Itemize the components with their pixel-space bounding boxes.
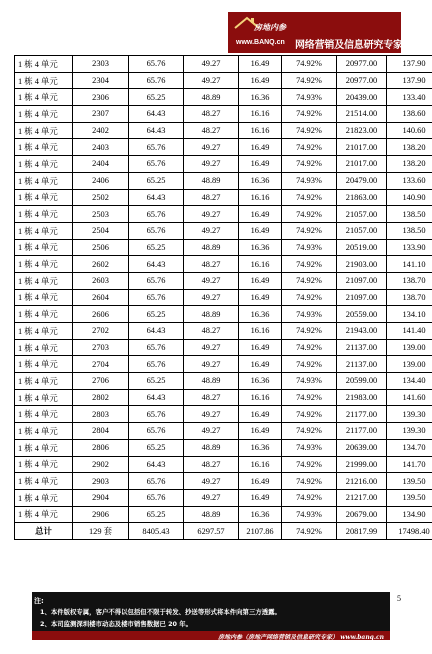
table-row <box>15 456 432 473</box>
table-cell: 48.27 <box>184 189 239 206</box>
table-cell: 16.49 <box>239 56 282 73</box>
table-row <box>15 89 432 106</box>
table-cell: 64.43 <box>129 122 184 139</box>
table-cell: 64.43 <box>129 106 184 123</box>
table-cell: 141.60 <box>387 389 432 406</box>
table-cell: 74.92% <box>282 456 337 473</box>
table-cell: 74.92% <box>282 189 337 206</box>
brand-name: 房地内参 <box>254 22 286 32</box>
table-row <box>15 172 432 189</box>
table-cell: 2504 <box>73 222 129 239</box>
table-cell: 21017.00 <box>337 156 387 173</box>
table-cell: 48.89 <box>184 89 239 106</box>
table-cell: 65.25 <box>129 373 184 390</box>
table-cell: 1 栋 4 单元 <box>15 506 73 523</box>
table-cell: 74.92% <box>282 323 337 340</box>
table-cell: 134.70 <box>387 439 432 456</box>
table-cell: 49.27 <box>184 56 239 73</box>
table-cell: 2406 <box>73 172 129 189</box>
page-number: 5 <box>397 594 401 603</box>
table-cell: 21999.00 <box>337 456 387 473</box>
table-cell: 16.49 <box>239 339 282 356</box>
table-cell: 2904 <box>73 489 129 506</box>
table-cell: 65.25 <box>129 439 184 456</box>
table-cell: 20439.00 <box>337 89 387 106</box>
table-cell: 21177.00 <box>337 406 387 423</box>
table-cell: 2503 <box>73 206 129 223</box>
table-cell: 48.27 <box>184 122 239 139</box>
table-cell: 1 栋 4 单元 <box>15 339 73 356</box>
table-cell: 1 栋 4 单元 <box>15 239 73 256</box>
table-cell: 1 栋 4 单元 <box>15 439 73 456</box>
table-cell: 21137.00 <box>337 339 387 356</box>
table-cell: 74.92% <box>282 56 337 73</box>
table-row <box>15 256 432 273</box>
table-cell: 21097.00 <box>337 289 387 306</box>
table-cell: 21216.00 <box>337 473 387 490</box>
table-cell: 2604 <box>73 289 129 306</box>
table-cell: 16.36 <box>239 306 282 323</box>
table-cell: 1 栋 4 单元 <box>15 89 73 106</box>
table-cell: 65.76 <box>129 272 184 289</box>
table-cell: 2307 <box>73 106 129 123</box>
table-cell: 74.92% <box>282 122 337 139</box>
table-cell: 49.27 <box>184 222 239 239</box>
table-cell: 21514.00 <box>337 106 387 123</box>
table-row <box>15 139 432 156</box>
table-cell: 21863.00 <box>337 189 387 206</box>
table-cell: 21983.00 <box>337 389 387 406</box>
table-cell: 1 栋 4 单元 <box>15 106 73 123</box>
table-cell: 1 栋 4 单元 <box>15 172 73 189</box>
table-cell: 48.27 <box>184 106 239 123</box>
table-cell: 64.43 <box>129 256 184 273</box>
table-cell: 140.90 <box>387 189 432 206</box>
table-cell: 21057.00 <box>337 206 387 223</box>
table-cell: 2402 <box>73 122 129 139</box>
table-cell: 16.49 <box>239 156 282 173</box>
table-cell: 2602 <box>73 256 129 273</box>
table-cell: 48.89 <box>184 306 239 323</box>
table-cell: 74.93% <box>282 89 337 106</box>
table-cell: 21137.00 <box>337 356 387 373</box>
table-cell: 138.60 <box>387 106 432 123</box>
table-cell: 2303 <box>73 56 129 73</box>
table-cell: 21217.00 <box>337 489 387 506</box>
table-cell: 20817.99 <box>337 523 387 540</box>
table-cell: 141.70 <box>387 456 432 473</box>
table-cell: 2704 <box>73 356 129 373</box>
table-cell: 20679.00 <box>337 506 387 523</box>
table-cell: 20599.00 <box>337 373 387 390</box>
table-cell: 133.40 <box>387 89 432 106</box>
table-cell: 74.92% <box>282 206 337 223</box>
table-cell: 1 栋 4 单元 <box>15 122 73 139</box>
table-cell: 65.76 <box>129 489 184 506</box>
table-cell: 1 栋 4 单元 <box>15 473 73 490</box>
table-cell: 21057.00 <box>337 222 387 239</box>
table-cell: 21943.00 <box>337 323 387 340</box>
table-cell: 16.49 <box>239 72 282 89</box>
table-cell: 74.93% <box>282 506 337 523</box>
table-cell: 16.49 <box>239 406 282 423</box>
table-cell: 2703 <box>73 339 129 356</box>
footer-strip <box>32 631 390 640</box>
table-cell: 16.49 <box>239 272 282 289</box>
table-cell: 2404 <box>73 156 129 173</box>
table-cell: 16.16 <box>239 122 282 139</box>
brand-url: www.BANQ.cn <box>236 39 285 46</box>
table-row <box>15 473 432 490</box>
table-cell: 48.27 <box>184 456 239 473</box>
table-cell: 16.36 <box>239 373 282 390</box>
table-cell: 16.16 <box>239 256 282 273</box>
table-cell: 74.92% <box>282 423 337 440</box>
table-cell: 21017.00 <box>337 139 387 156</box>
table-body <box>15 56 432 540</box>
table-cell: 8405.43 <box>129 523 184 540</box>
table-cell: 74.93% <box>282 239 337 256</box>
table-cell: 137.90 <box>387 72 432 89</box>
table-cell: 49.27 <box>184 473 239 490</box>
table-cell: 65.25 <box>129 306 184 323</box>
table-cell: 1 栋 4 单元 <box>15 256 73 273</box>
table-cell: 1 栋 4 单元 <box>15 222 73 239</box>
table-row <box>15 373 432 390</box>
table-cell: 2606 <box>73 306 129 323</box>
table-cell: 21097.00 <box>337 272 387 289</box>
table-cell: 64.43 <box>129 389 184 406</box>
table-cell: 138.20 <box>387 139 432 156</box>
table-cell: 2706 <box>73 373 129 390</box>
table-cell: 1 栋 4 单元 <box>15 72 73 89</box>
table-cell: 16.16 <box>239 389 282 406</box>
table-cell: 20479.00 <box>337 172 387 189</box>
table-cell: 1 栋 4 单元 <box>15 139 73 156</box>
table-cell: 49.27 <box>184 156 239 173</box>
table-cell: 16.49 <box>239 473 282 490</box>
table-cell: 2603 <box>73 272 129 289</box>
table-cell: 2403 <box>73 139 129 156</box>
table-cell: 138.20 <box>387 156 432 173</box>
table-cell: 65.76 <box>129 356 184 373</box>
table-cell: 141.10 <box>387 256 432 273</box>
table-cell: 1 栋 4 单元 <box>15 289 73 306</box>
header-title: 网络营销及信息研究专家 <box>295 40 403 51</box>
table-row <box>15 72 432 89</box>
table-row <box>15 406 432 423</box>
table-row <box>15 489 432 506</box>
table-cell: 16.16 <box>239 106 282 123</box>
table-cell: 16.16 <box>239 456 282 473</box>
table-cell: 65.25 <box>129 172 184 189</box>
note-label: 注: <box>34 597 44 605</box>
table-cell: 139.00 <box>387 356 432 373</box>
total-row <box>15 523 432 540</box>
table-cell: 20977.00 <box>337 56 387 73</box>
table-cell: 74.92% <box>282 406 337 423</box>
table-row <box>15 206 432 223</box>
table-cell: 1 栋 4 单元 <box>15 306 73 323</box>
table-cell: 2702 <box>73 323 129 340</box>
table-cell: 1 栋 4 单元 <box>15 156 73 173</box>
table-cell: 2107.86 <box>239 523 282 540</box>
table-row <box>15 222 432 239</box>
table-cell: 21903.00 <box>337 256 387 273</box>
table-cell: 65.76 <box>129 222 184 239</box>
table-row <box>15 156 432 173</box>
table-cell: 49.27 <box>184 72 239 89</box>
table-cell: 1 栋 4 单元 <box>15 206 73 223</box>
table-cell: 1 栋 4 单元 <box>15 423 73 440</box>
table-cell: 74.92% <box>282 139 337 156</box>
table-cell: 16.16 <box>239 323 282 340</box>
table-cell: 1 栋 4 单元 <box>15 406 73 423</box>
table-cell: 2903 <box>73 473 129 490</box>
footer-note-1: 1、本件版权专属，客户不得以包括但不限于转发、抄送等形式将本件向第三方透露。 <box>40 608 281 616</box>
table-row <box>15 272 432 289</box>
table-cell: 20977.00 <box>337 72 387 89</box>
table-cell: 16.36 <box>239 506 282 523</box>
table-cell: 65.25 <box>129 506 184 523</box>
table-cell: 65.76 <box>129 139 184 156</box>
table-row <box>15 439 432 456</box>
table-cell: 48.89 <box>184 439 239 456</box>
table-cell: 16.49 <box>239 289 282 306</box>
table-cell: 138.70 <box>387 272 432 289</box>
table-cell: 2803 <box>73 406 129 423</box>
table-cell: 65.76 <box>129 156 184 173</box>
table-cell: 20519.00 <box>337 239 387 256</box>
sales-table <box>14 55 432 540</box>
table-cell: 139.00 <box>387 339 432 356</box>
table-cell: 74.92% <box>282 389 337 406</box>
table-cell: 137.90 <box>387 56 432 73</box>
header-banner <box>228 12 401 53</box>
table-cell: 48.27 <box>184 256 239 273</box>
table-cell: 65.76 <box>129 289 184 306</box>
table-cell: 74.92% <box>282 156 337 173</box>
table-cell: 64.43 <box>129 323 184 340</box>
table-cell: 139.50 <box>387 489 432 506</box>
table-cell: 2304 <box>73 72 129 89</box>
table-cell: 65.76 <box>129 56 184 73</box>
footer-note-2: 2、本司监测深圳楼市动态及楼市销售数据已 20 年。 <box>40 620 192 628</box>
table-cell: 64.43 <box>129 189 184 206</box>
table-cell: 49.27 <box>184 423 239 440</box>
table-cell: 16.49 <box>239 206 282 223</box>
table-cell: 16.36 <box>239 239 282 256</box>
table-cell: 65.76 <box>129 72 184 89</box>
table-cell: 1 栋 4 单元 <box>15 373 73 390</box>
table-cell: 16.36 <box>239 89 282 106</box>
table-cell: 65.76 <box>129 206 184 223</box>
table-row <box>15 423 432 440</box>
table-cell: 139.50 <box>387 473 432 490</box>
table-cell: 2506 <box>73 239 129 256</box>
table-cell: 49.27 <box>184 139 239 156</box>
table-cell: 2902 <box>73 456 129 473</box>
table-cell: 140.60 <box>387 122 432 139</box>
table-cell: 74.92% <box>282 72 337 89</box>
table-cell: 1 栋 4 单元 <box>15 272 73 289</box>
table-cell: 65.76 <box>129 473 184 490</box>
table-cell: 1 栋 4 单元 <box>15 189 73 206</box>
table-cell: 74.92% <box>282 473 337 490</box>
table-cell: 65.76 <box>129 406 184 423</box>
table-cell: 20639.00 <box>337 439 387 456</box>
table-cell: 141.40 <box>387 323 432 340</box>
table-cell: 2502 <box>73 189 129 206</box>
table-row <box>15 122 432 139</box>
table-cell: 48.89 <box>184 172 239 189</box>
footer-strip-text: 房地内参（房地产网络营销及信息研究专家） www.banq.cn <box>218 634 384 641</box>
table-cell: 139.30 <box>387 406 432 423</box>
table-cell: 74.92% <box>282 489 337 506</box>
table-cell: 16.36 <box>239 172 282 189</box>
table-cell: 74.92% <box>282 356 337 373</box>
table-cell: 65.76 <box>129 339 184 356</box>
table-cell: 49.27 <box>184 406 239 423</box>
table-cell: 1 栋 4 单元 <box>15 456 73 473</box>
table-cell: 134.40 <box>387 373 432 390</box>
table-cell: 74.92% <box>282 222 337 239</box>
table-cell: 48.27 <box>184 323 239 340</box>
table-cell: 16.49 <box>239 222 282 239</box>
table-cell: 49.27 <box>184 206 239 223</box>
table-cell: 48.89 <box>184 239 239 256</box>
table-cell: 134.10 <box>387 306 432 323</box>
table-row <box>15 289 432 306</box>
table-cell: 49.27 <box>184 272 239 289</box>
table-row <box>15 306 432 323</box>
table-cell: 16.49 <box>239 423 282 440</box>
table-cell: 134.90 <box>387 506 432 523</box>
table-cell: 65.25 <box>129 239 184 256</box>
table-cell: 2802 <box>73 389 129 406</box>
table-cell: 1 栋 4 单元 <box>15 356 73 373</box>
table-cell: 74.92% <box>282 106 337 123</box>
table-cell: 总计 <box>15 523 73 540</box>
table-cell: 74.92% <box>282 523 337 540</box>
table-cell: 2804 <box>73 423 129 440</box>
table-cell: 138.50 <box>387 206 432 223</box>
table-row <box>15 323 432 340</box>
table-cell: 21823.00 <box>337 122 387 139</box>
table-cell: 49.27 <box>184 339 239 356</box>
table-cell: 129 套 <box>73 523 129 540</box>
table-cell: 74.93% <box>282 439 337 456</box>
table-cell: 16.49 <box>239 139 282 156</box>
table-cell: 16.16 <box>239 189 282 206</box>
table-cell: 74.92% <box>282 289 337 306</box>
table-cell: 64.43 <box>129 456 184 473</box>
table-cell: 6297.57 <box>184 523 239 540</box>
table-cell: 139.30 <box>387 423 432 440</box>
table-cell: 49.27 <box>184 489 239 506</box>
table-cell: 74.92% <box>282 256 337 273</box>
table-cell: 48.89 <box>184 506 239 523</box>
table-cell: 16.49 <box>239 356 282 373</box>
table-row <box>15 356 432 373</box>
table-cell: 74.92% <box>282 339 337 356</box>
table-cell: 2806 <box>73 439 129 456</box>
table-row <box>15 506 432 523</box>
table-cell: 16.36 <box>239 439 282 456</box>
table-cell: 133.60 <box>387 172 432 189</box>
table-row <box>15 339 432 356</box>
table-cell: 1 栋 4 单元 <box>15 323 73 340</box>
table-cell: 48.27 <box>184 389 239 406</box>
table-cell: 17498.40 <box>387 523 432 540</box>
table-cell: 1 栋 4 单元 <box>15 56 73 73</box>
table-cell: 49.27 <box>184 356 239 373</box>
table-cell: 48.89 <box>184 373 239 390</box>
table-cell: 74.93% <box>282 172 337 189</box>
table-cell: 65.76 <box>129 423 184 440</box>
table-cell: 138.70 <box>387 289 432 306</box>
table-cell: 21177.00 <box>337 423 387 440</box>
table-cell: 65.25 <box>129 89 184 106</box>
table-row <box>15 389 432 406</box>
table-cell: 49.27 <box>184 289 239 306</box>
table-cell: 2306 <box>73 89 129 106</box>
table-cell: 138.50 <box>387 222 432 239</box>
table-cell: 74.93% <box>282 306 337 323</box>
table-cell: 1 栋 4 单元 <box>15 489 73 506</box>
table-cell: 133.90 <box>387 239 432 256</box>
footer-notes <box>32 592 390 640</box>
table-row <box>15 106 432 123</box>
table-cell: 74.92% <box>282 272 337 289</box>
table-cell: 20559.00 <box>337 306 387 323</box>
table-row <box>15 56 432 73</box>
table-row <box>15 189 432 206</box>
table-cell: 1 栋 4 单元 <box>15 389 73 406</box>
table-cell: 2906 <box>73 506 129 523</box>
table-cell: 16.49 <box>239 489 282 506</box>
table-row <box>15 239 432 256</box>
table-cell: 74.93% <box>282 373 337 390</box>
